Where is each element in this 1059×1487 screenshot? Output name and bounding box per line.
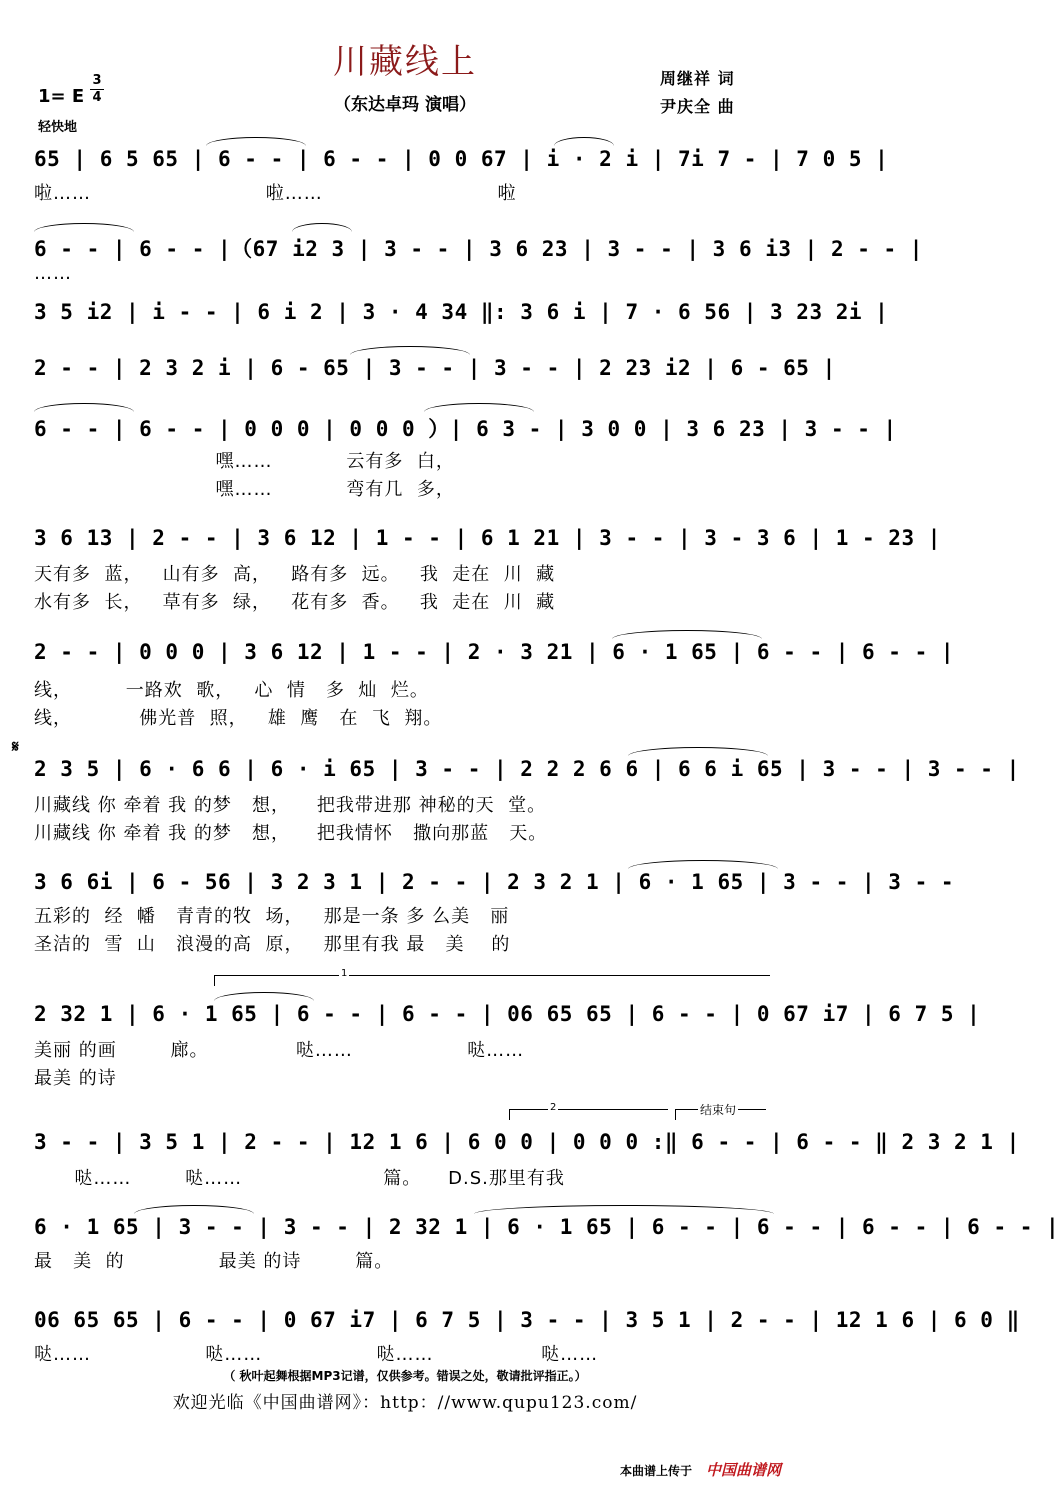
transcription-note: （ 秋叶起舞根据MP3记谱，仅供参考。错误之处，敬请批评指正。） [223, 1369, 587, 1383]
lyric-line: 哒…… 哒…… 哒…… 哒…… [34, 1344, 599, 1365]
lyric-line: 嘿…… 云有多 白， [34, 451, 455, 472]
lyricist-credit: 周继祥 词 [660, 69, 735, 88]
volta-2-bracket [509, 1102, 668, 1120]
ending-bracket [675, 1103, 766, 1120]
lyric-line: 最 美 的 最美 的诗 篇。 [34, 1251, 394, 1272]
lyric-line: 最美 的诗 [34, 1068, 117, 1089]
lyric-line: 美丽 的画 廊。 哒…… 哒…… [34, 1040, 525, 1061]
site-logo[interactable]: 中国曲谱网 [706, 1461, 782, 1479]
volta-2-label: 2 [550, 1102, 557, 1113]
lyric-line: 线， 一路欢 歌， 心 情 多 灿 烂。 [34, 680, 429, 701]
lyric-line: 川藏线 你 牵着 我 的梦 想， 把我带进那 神秘的天 堂。 [34, 795, 547, 816]
notation-line: 65 | 6 5 65 | 6 - - | 6 - - | 0 0 67 | i · 2 i | 7i 7 - | 7 0 5 | [34, 147, 889, 171]
lyric-line: 嘿…… 弯有几 多， [34, 479, 455, 500]
notation-line: 3 - - | 3 5 1 | 2 - - | 12 1 6 | 6 0 0 | 0 0 0 :‖ 6 - - | 6 - - ‖ 2 3 2 1 | [34, 1130, 1020, 1154]
composer-credit: 尹庆全 曲 [660, 97, 735, 116]
key-signature: 1= E [38, 86, 85, 107]
volta-1-label: 1 [341, 968, 348, 979]
notation-line: 6 · 1 65 | 3 - - | 3 - - | 2 32 1 | 6 · 1 65 | 6 - - | 6 - - | 6 - - | 6 - - | [34, 1215, 1059, 1239]
notation-line: 3 6 6i | 6 - 56 | 3 2 3 1 | 2 - - | 2 3 2 1 | 6 · 1 65 | 3 - - | 3 - - [34, 870, 955, 894]
notation-line: 3 6 13 | 2 - - | 3 6 12 | 1 - - | 6 1 21 | 3 - - | 3 - 3 6 | 1 - 23 | [34, 526, 941, 550]
score-subtitle: （东达卓玛 演唱） [334, 95, 476, 115]
notation-line: 3 5 i2 | i - - | 6 i 2 | 3 · 4 34 ‖: 3 6 i | 7 · 6 56 | 3 23 2i | [34, 300, 889, 324]
time-signature-top: 3 [92, 73, 102, 88]
lyric-line: 线， 佛光普 照， 雄 鹰 在 飞 翔。 [34, 708, 443, 729]
lyric-line: …… [34, 263, 72, 284]
lyric-line: 啦…… 啦…… 啦 [34, 183, 517, 204]
lyric-line: 川藏线 你 牵着 我 的梦 想， 把我情怀 撒向那蓝 天。 [34, 823, 548, 844]
time-signature [90, 74, 104, 105]
lyric-line: 水有多 长， 草有多 绿， 花有多 香。 我 走在 川 藏 [34, 592, 556, 613]
notation-line: 06 65 65 | 6 - - | 0 67 i7 | 6 7 5 | 3 - - | 3 5 1 | 2 - - | 12 1 6 | 6 0 ‖ [34, 1308, 1020, 1332]
notation-line: 6 - - | 6 - - |（67 i2 3 | 3 - - | 3 6 23 | 3 - - | 3 6 i3 | 2 - - | [34, 237, 923, 261]
lyric-line: 五彩的 经 幡 青青的牧 场， 那是一条 多 么美 丽 [34, 906, 510, 927]
lyric-line: 圣洁的 雪 山 浪漫的高 原， 那里有我 最 美 的 [34, 934, 511, 955]
tempo-marking: 轻快地 [38, 120, 78, 135]
lyric-line: 哒…… 哒…… 篇。 D.S.那里有我 [34, 1168, 565, 1189]
time-signature-bottom: 4 [92, 90, 102, 105]
score-title: 川藏线上 [333, 42, 477, 82]
ending-label: 结束句 [700, 1103, 737, 1117]
volta-1-bracket [214, 968, 770, 986]
notation-line: 2 - - | 0 0 0 | 3 6 12 | 1 - - | 2 · 3 21 | 6 · 1 65 | 6 - - | 6 - - | [34, 640, 955, 664]
notation-line: 2 3 5 | 6 · 6 6 | 6 · i 65 | 3 - - | 2 2 2 6 6 | 6 6 i 65 | 3 - - | 3 - - | [34, 757, 1020, 781]
website-link[interactable]: 欢迎光临《中国曲谱网》：http：//www.qupu123.com/ [172, 1393, 638, 1413]
segno-sign: 𝄋 [12, 737, 19, 756]
lyric-line: 天有多 蓝， 山有多 高， 路有多 远。 我 走在 川 藏 [34, 564, 556, 585]
upload-label: 本曲谱上传于 [620, 1464, 693, 1478]
notation-line: 2 32 1 | 6 · 1 65 | 6 - - | 6 - - | 06 65 65 | 6 - - | 0 67 i7 | 6 7 5 | [34, 1002, 981, 1026]
notation-line: 6 - - | 6 - - | 0 0 0 | 0 0 0 ）| 6 3 - | 3 0 0 | 3 6 23 | 3 - - | [34, 417, 897, 441]
notation-line: 2 - - | 2 3 2 i | 6 - 65 | 3 - - | 3 - - | 2 23 i2 | 6 - 65 | [34, 356, 836, 380]
